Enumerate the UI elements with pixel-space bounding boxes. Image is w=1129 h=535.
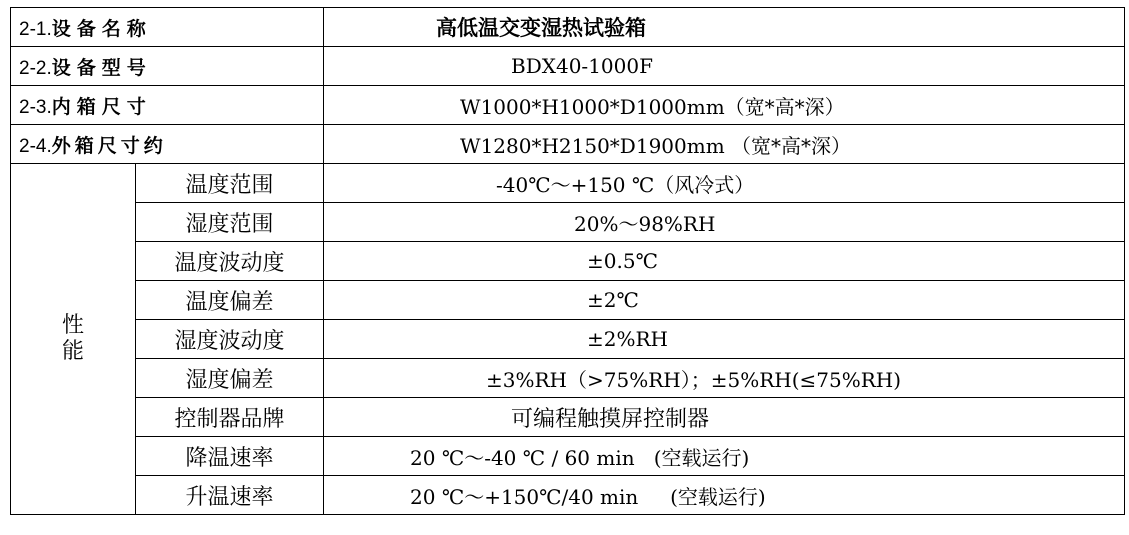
perf-name: 湿度偏差	[136, 359, 324, 398]
section-label-line: 能	[61, 339, 84, 364]
row-label: 设备型号	[51, 56, 152, 79]
row-number: 2-2.	[19, 57, 52, 79]
spec-label-cell	[11, 86, 324, 125]
perf-name: 温度范围	[136, 164, 324, 203]
spec-label-cell	[11, 8, 324, 47]
perf-row	[11, 242, 1125, 281]
spec-row-device-name	[11, 8, 1125, 47]
model-value: BDX40-1000F	[324, 47, 1125, 86]
row-number: 2-3.	[19, 96, 52, 118]
perf-value: 20%～98%RH	[324, 203, 1125, 242]
perf-value: ±3%RH（>75%RH）；±5%RH(≤75%RH)	[324, 359, 1125, 398]
spec-table	[10, 7, 1125, 515]
perf-row	[11, 320, 1125, 359]
outer-size-value: W1280*H2150*D1900mm （宽*高*深）	[324, 125, 1125, 164]
section-label-line: 性	[61, 313, 84, 338]
perf-name: 升温速率	[136, 476, 324, 515]
spec-label-cell	[11, 125, 324, 164]
perf-value: ±2℃	[324, 281, 1125, 320]
perf-value: -40℃～+150 ℃（风冷式）	[324, 164, 1125, 203]
spec-sheet	[10, 7, 1124, 525]
perf-row	[11, 398, 1125, 437]
perf-row	[11, 164, 1125, 203]
perf-row	[11, 476, 1125, 515]
device-name-value: 高低温交变湿热试验箱	[324, 8, 1125, 47]
performance-section-label	[11, 164, 136, 515]
perf-name: 控制器品牌	[136, 398, 324, 437]
perf-value: ±2%RH	[324, 320, 1125, 359]
row-label: 设备名称	[51, 17, 152, 40]
perf-name: 湿度范围	[136, 203, 324, 242]
perf-row	[11, 359, 1125, 398]
spec-row-inner-size	[11, 86, 1125, 125]
perf-value: 20 ℃～-40 ℃ / 60 min (空载运行)	[324, 437, 1125, 476]
row-label: 内箱尺寸	[51, 95, 152, 118]
perf-name: 温度波动度	[136, 242, 324, 281]
perf-row	[11, 281, 1125, 320]
perf-name: 湿度波动度	[136, 320, 324, 359]
row-label: 外箱尺寸约	[51, 134, 167, 157]
perf-value: ±0.5℃	[324, 242, 1125, 281]
perf-name: 降温速率	[136, 437, 324, 476]
row-number: 2-1.	[19, 18, 52, 40]
perf-value: 20 ℃～+150℃/40 min (空载运行)	[324, 476, 1125, 515]
perf-name: 温度偏差	[136, 281, 324, 320]
spec-label-cell	[11, 47, 324, 86]
inner-size-value: W1000*H1000*D1000mm（宽*高*深）	[324, 86, 1125, 125]
spec-row-outer-size	[11, 125, 1125, 164]
perf-value: 可编程触摸屏控制器	[324, 398, 1125, 437]
perf-row	[11, 203, 1125, 242]
row-number: 2-4.	[19, 135, 52, 157]
spec-row-model	[11, 47, 1125, 86]
perf-row	[11, 437, 1125, 476]
